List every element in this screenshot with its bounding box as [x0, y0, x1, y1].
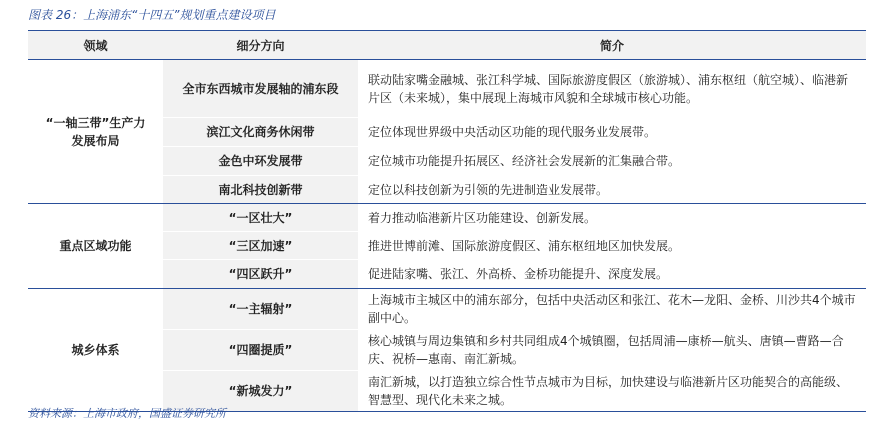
desc-cell: 南汇新城，以打造独立综合性节点城市为目标，加快建设与临港新片区功能契合的高能级、智慧型、现代化未来之城。: [358, 371, 866, 412]
desc-cell: 推进世博前滩、国际旅游度假区、浦东枢纽地区加快发展。: [358, 232, 866, 260]
domain-cell: “一轴三带”生产力发展布局: [28, 60, 163, 204]
desc-cell: 上海城市主城区中的浦东部分，包括中央活动区和张江、花木—龙阳、金桥、川沙共4个城市副中心。: [358, 289, 866, 330]
source-note: 资料来源：上海市政府，国盛证券研究所: [28, 407, 226, 420]
plan-table: [28, 31, 866, 412]
table-row: [28, 60, 866, 118]
desc-cell: 定位城市功能提升拓展区、经济社会发展新的汇集融合带。: [358, 147, 866, 176]
sub-cell: 全市东西城市发展轴的浦东段: [163, 60, 358, 118]
sub-cell: “三区加速”: [163, 232, 358, 260]
sub-cell: “四圈提质”: [163, 330, 358, 371]
header-domain: 领域: [28, 31, 163, 60]
desc-cell: 促进陆家嘴、张江、外高桥、金桥功能提升、深度发展。: [358, 260, 866, 289]
sub-cell: 南北科技创新带: [163, 176, 358, 204]
figure-caption: 图表 26：上海浦东“十四五”规划重点建设项目: [28, 8, 276, 22]
desc-cell: 定位以科技创新为引领的先进制造业发展带。: [358, 176, 866, 204]
desc-cell: 着力推动临港新片区功能建设、创新发展。: [358, 204, 866, 232]
header-row: [28, 31, 866, 60]
desc-cell: 核心城镇与周边集镇和乡村共同组成4个城镇圈，包括周浦—康桥—航头、唐镇—曹路—合庆、祝桥—惠南、南汇新城。: [358, 330, 866, 371]
table-row: [28, 204, 866, 232]
sub-cell: “一区壮大”: [163, 204, 358, 232]
table-row: [28, 289, 866, 330]
desc-cell: 定位体现世界级中央活动区功能的现代服务业发展带。: [358, 118, 866, 147]
sub-cell: “四区跃升”: [163, 260, 358, 289]
domain-cell: 重点区域功能: [28, 204, 163, 289]
header-desc: 简介: [358, 31, 866, 60]
sub-cell: 金色中环发展带: [163, 147, 358, 176]
sub-cell: 滨江文化商务休闲带: [163, 118, 358, 147]
domain-cell: 城乡体系: [28, 289, 163, 412]
sub-cell: “一主辐射”: [163, 289, 358, 330]
desc-cell: 联动陆家嘴金融城、张江科学城、国际旅游度假区（旅游城）、浦东枢纽（航空城）、临港新片区（未来城），集中展现上海城市风貌和全球城市核心功能。: [358, 60, 866, 118]
header-sub: 细分方向: [163, 31, 358, 60]
sub-cell: “新城发力”: [163, 371, 358, 412]
